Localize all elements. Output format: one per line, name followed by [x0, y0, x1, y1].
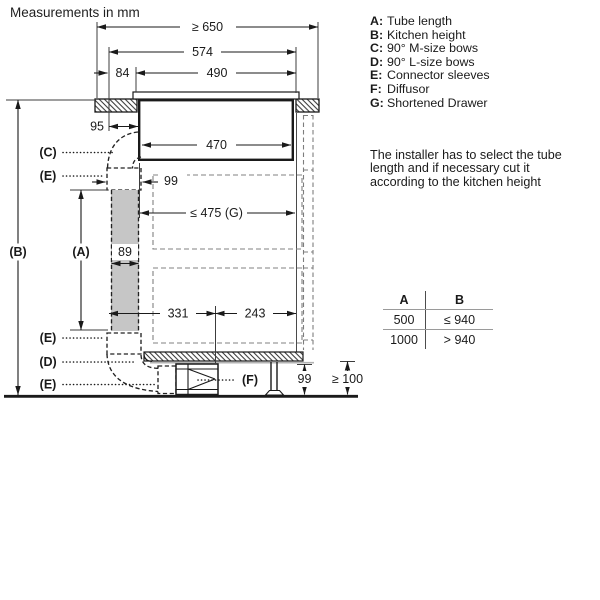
cabinet-leg	[266, 362, 284, 395]
installer-note: The installer has to select the tube length and if necessary cut it according to the kitchen height	[370, 148, 562, 189]
flat-duct-tube	[111, 190, 139, 331]
dim-drawer-depth	[140, 205, 295, 221]
svg-text:99: 99	[164, 174, 178, 188]
table-header-row	[383, 291, 493, 309]
hob-flange	[133, 92, 299, 99]
cabinet-bottom-shelf	[144, 352, 314, 363]
dim-cutout-width	[136, 65, 296, 81]
svg-text:89: 89	[118, 245, 132, 259]
cabinet-front-panel-lines	[297, 113, 314, 352]
table-header-b: B	[425, 291, 493, 309]
connector-sleeve-top	[107, 168, 141, 190]
svg-text:≤ 475 (G): ≤ 475 (G)	[190, 206, 243, 220]
table-row	[383, 309, 493, 329]
dim-frame-width	[109, 44, 296, 60]
svg-text:(B): (B)	[9, 245, 27, 259]
svg-text:574: 574	[192, 45, 213, 59]
cell-kitchen-height: ≤ 940	[425, 310, 493, 329]
connector-sleeve-diffusor	[158, 366, 176, 394]
legend-item-b: B: Kitchen height	[370, 27, 466, 42]
tube-length-table	[383, 291, 493, 349]
legend-item-g: G: Shortened Drawer	[370, 95, 488, 110]
cell-kitchen-height: > 940	[425, 330, 493, 349]
callout-bow-d: (D)	[39, 355, 57, 369]
svg-text:99: 99	[297, 372, 312, 386]
svg-text:95: 95	[90, 119, 104, 134]
svg-text:84: 84	[115, 66, 130, 80]
dim-plinth-clearance	[328, 362, 367, 395]
dim-edge-offset	[94, 66, 129, 80]
countertop-right	[296, 99, 319, 112]
dim-rear-gap	[90, 120, 138, 134]
legend	[370, 15, 490, 110]
callout-diffusor	[238, 372, 262, 388]
svg-text:490: 490	[206, 66, 228, 80]
legend-item-c: C: 90° M-size bows	[370, 41, 479, 56]
svg-text:≥ 100: ≥ 100	[331, 372, 364, 386]
callout-sleeve-bottom: (E)	[39, 377, 57, 392]
callout-sleeve-middle: (E)	[39, 331, 57, 345]
page-title: Measurements in mm	[10, 5, 140, 20]
bow-c-90deg-m-size	[108, 132, 142, 169]
dim-diffusor-height	[295, 365, 314, 395]
legend-item-e: E: Connector sleeves	[370, 68, 490, 83]
dim-duct-run-right	[216, 306, 297, 322]
legend-item-f: F: Diffusor	[370, 81, 430, 96]
callout-bow-c: (C)	[39, 145, 57, 160]
legend-item-d: D: 90° L-size bows	[370, 54, 475, 69]
callout-sleeve-top: (E)	[39, 169, 57, 183]
dim-niche-width	[97, 19, 318, 35]
dim-tube-length-A	[67, 190, 95, 330]
diffusor	[176, 364, 218, 395]
cell-tube-length: 1000	[390, 332, 418, 347]
svg-text:331: 331	[167, 306, 189, 321]
svg-text:470: 470	[206, 138, 227, 152]
legend-item-a: A: Tube length	[370, 14, 452, 28]
dim-kitchen-height-B	[4, 100, 32, 395]
countertop-left	[95, 99, 137, 112]
svg-text:(A): (A)	[72, 245, 90, 259]
cell-tube-length: 500	[393, 312, 415, 327]
svg-text:≥ 650: ≥ 650	[191, 20, 224, 34]
svg-text:243: 243	[244, 306, 266, 321]
connector-sleeve-middle	[107, 333, 141, 354]
svg-text:(F): (F)	[242, 373, 258, 387]
table-row	[383, 329, 493, 349]
table-header-a: A	[399, 293, 409, 307]
